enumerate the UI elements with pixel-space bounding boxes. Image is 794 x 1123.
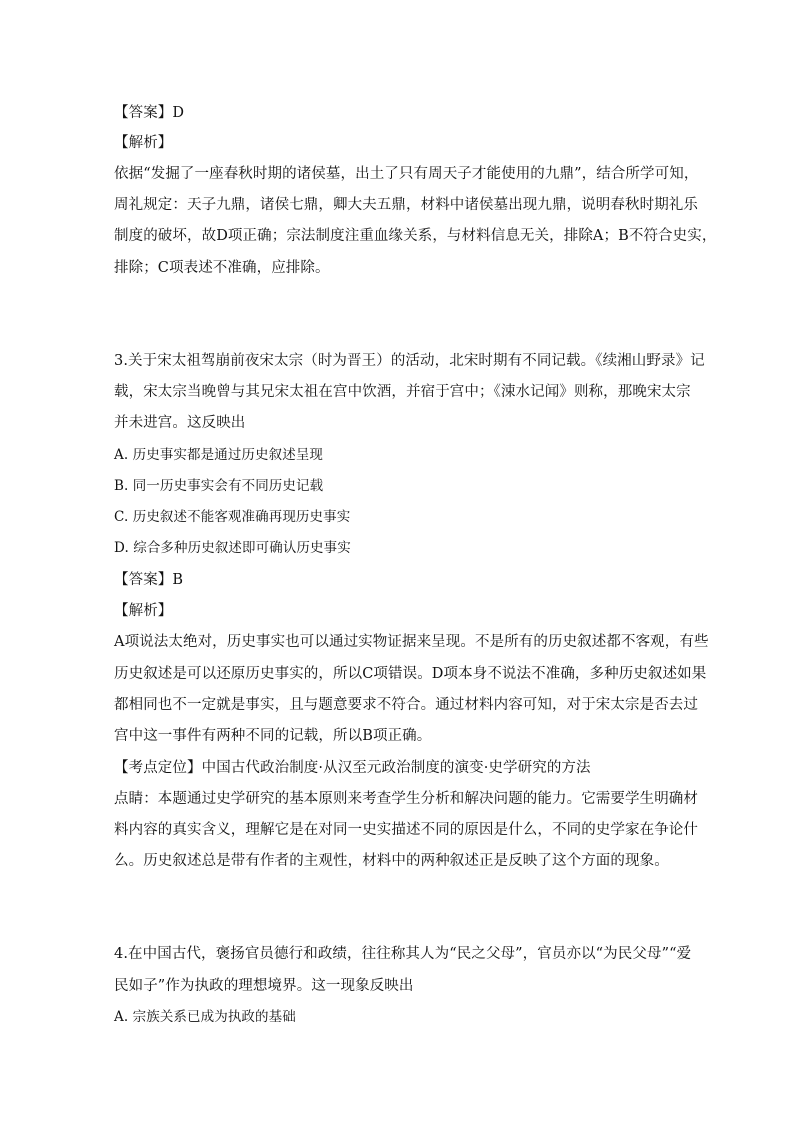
analysis-label-q2: 【解析】 (114, 135, 173, 151)
dianjing-text-q3: 点睛：本题通过史学研究的基本原则来考查学生分析和解决问题的能力。它需要学生明确材 (114, 791, 698, 807)
option-a-q3: A. 历史事实都是通过历史叙述呈现 (114, 447, 324, 463)
analysis-text-q2: 排除；C项表述不准确，应排除。 (114, 260, 330, 276)
analysis-text-q3: A项说法太绝对，历史事实也可以通过实物证据来呈现。不是所有的历史叙述都不客观，有些 (114, 634, 709, 650)
analysis-text-q2: 周礼规定：天子九鼎，诸侯七鼎，卿大夫五鼎，材料中诸侯墓出现九鼎，说明春秋时期礼乐 (114, 197, 698, 213)
analysis-text-q3: 宫中这一事件有两种不同的记载，所以B项正确。 (114, 728, 432, 744)
answer-label-q3: 【答案】B (114, 572, 184, 588)
answer-label-q2: 【答案】D (114, 105, 185, 121)
analysis-text-q2: 制度的破坏，故D项正确；宗法制度注重血缘关系，与材料信息无关，排除A；B不符合史实， (114, 228, 717, 244)
option-a-q4: A. 宗族关系已成为执政的基础 (114, 1009, 296, 1025)
question-stem-q4: 民如子”作为执政的理想境界。这一现象反映出 (114, 978, 414, 994)
option-b-q3: B. 同一历史事实会有不同历史记载 (114, 478, 324, 494)
question-stem-q3: 3.关于宋太祖驾崩前夜宋太宗（时为晋王）的活动，北宋时期有不同记载。《续湘山野录》记 (114, 353, 705, 369)
analysis-text-q2: 依据“发掘了一座春秋时期的诸侯墓，出土了只有周天子才能使用的九鼎”，结合所学可知， (114, 166, 699, 182)
kaodian-dingwei-q3: 【考点定位】中国古代政治制度·从汉至元政治制度的演变·史学研究的方法 (114, 760, 591, 776)
analysis-text-q3: 历史叙述是可以还原历史事实的，所以C项错误。D项本身不说法不准确，多种历史叙述如果 (114, 666, 707, 682)
question-stem-q3: 并未进宫。这反映出 (114, 415, 246, 431)
analysis-label-q3: 【解析】 (114, 603, 173, 619)
question-stem-q4: 4.在中国古代，褒扬官员德行和政绩，往往称其人为“民之父母”，官员亦以“为民父母”“爱 (114, 946, 692, 962)
analysis-text-q3: 都相同也不一定就是事实，且与题意要求不符合。通过材料内容可知，对于宋太宗是否去过 (114, 697, 698, 713)
dianjing-text-q3: 料内容的真实含义，理解它是在对同一史实描述不同的原因是什么，不同的史学家在争论什 (114, 822, 698, 838)
dianjing-text-q3: 么。历史叙述总是带有作者的主观性，材料中的两种叙述正是反映了这个方面的现象。 (114, 853, 669, 869)
option-d-q3: D. 综合多种历史叙述即可确认历史事实 (114, 540, 351, 556)
question-stem-q3: 载，宋太宗当晚曾与其兄宋太祖在宫中饮酒，并宿于宫中；《涑水记闻》则称，那晚宋太宗 (114, 384, 691, 400)
option-c-q3: C. 历史叙述不能客观准确再现历史事实 (114, 509, 351, 525)
